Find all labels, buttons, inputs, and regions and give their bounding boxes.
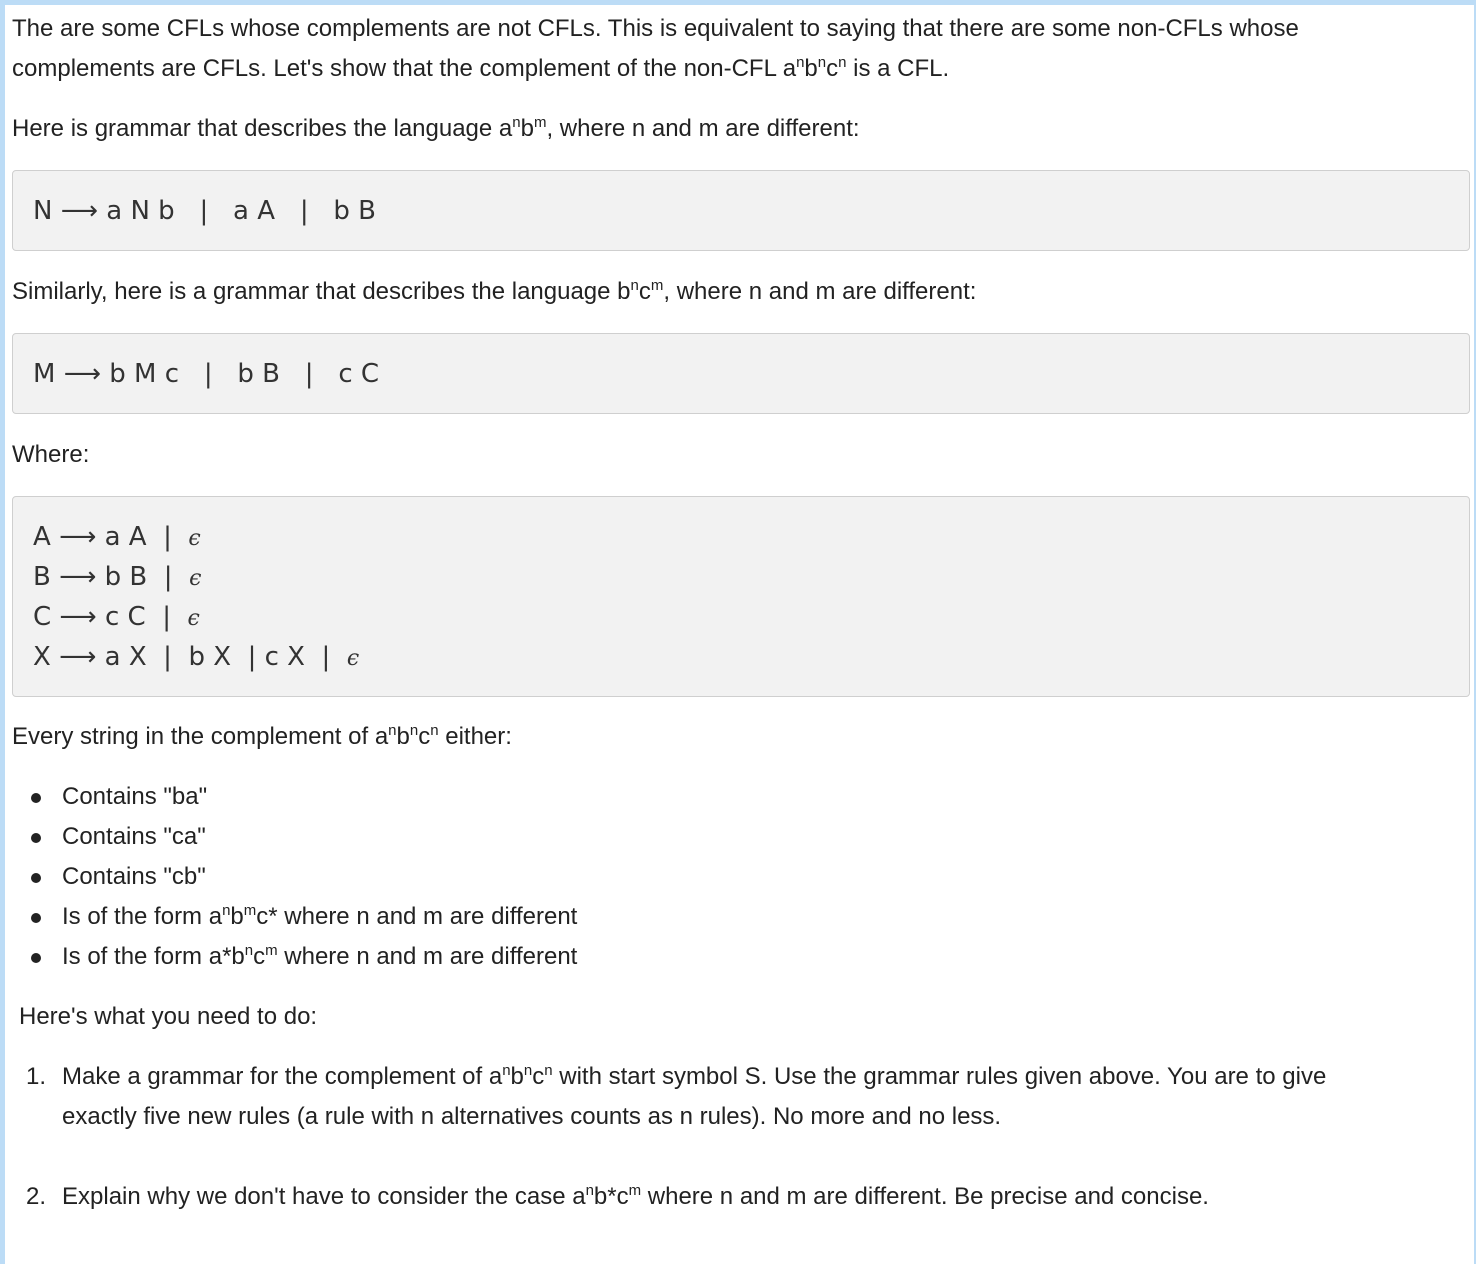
bullet-icon (31, 833, 41, 843)
bullet-icon (31, 953, 41, 963)
task-list (12, 1057, 1470, 1217)
grammar-n-description: Here is grammar that describes the language $a^nb^m$, where n and m are different: (12, 114, 860, 142)
list-item: Contains "cb" (12, 857, 1470, 897)
grammar-rule-c: C ⟶ c C | ϵ (33, 602, 200, 632)
list-item: Is of the form $a^nb^mc*$ where n and m are different (12, 897, 1470, 937)
grammar-n-box (12, 170, 1470, 251)
grammar-rule-b: B ⟶ b B | ϵ (33, 562, 202, 592)
grammar-aux-box (12, 496, 1470, 697)
grammar-n-rule: N ⟶ a N b | a A | b B (33, 196, 376, 226)
bullet-icon (31, 873, 41, 883)
intro-line-2: complements are CFLs. Let's show that the complement of the non-CFL $a^nb^nc^n$ is a CFL. (12, 54, 950, 82)
where-label: Where: (12, 441, 90, 468)
list-item: Is of the form $a*b^nc^m$ where n and m are different (12, 937, 1470, 977)
grammar-rule-x: X ⟶ a X | b X | c X | ϵ (33, 642, 360, 672)
bullet-icon (31, 913, 41, 923)
list-item: Contains "ca" (12, 817, 1470, 857)
problem-content (12, 9, 1470, 1217)
task-item-2: 2. Explain why we don't have to consider the case $a^nb*c^m$ where n and m are different. Be precise and concise. (26, 1182, 1209, 1210)
intro-paragraph (12, 9, 1470, 89)
bullet-icon (31, 793, 41, 803)
grammar-m-description: Similarly, here is a grammar that describes the language $b^nc^m$, where n and m are different: (12, 277, 977, 305)
complement-cases-list (12, 777, 1470, 977)
grammar-rule-a: A ⟶ a A | ϵ (33, 522, 201, 552)
complement-cases-intro: Every string in the complement of $a^nb^nc^n$ either: (12, 722, 512, 750)
task-item-1: 1. Make a grammar for the complement of $a^nb^nc^n$ with start symbol S. Use the grammar rules given above. You are to give exactly five new rules (a rule with n alternatives counts as n rules). No more and no less. (26, 1062, 1327, 1130)
list-item: Contains "ba" (12, 777, 1470, 817)
grammar-m-box (12, 333, 1470, 414)
intro-line-1: The are some CFLs whose complements are not CFLs. This is equivalent to saying that there are some non-CFLs whose (12, 15, 1299, 42)
grammar-m-rule: M ⟶ b M c | b B | c C (33, 359, 380, 389)
todo-label: Here's what you need to do: (19, 1003, 318, 1030)
